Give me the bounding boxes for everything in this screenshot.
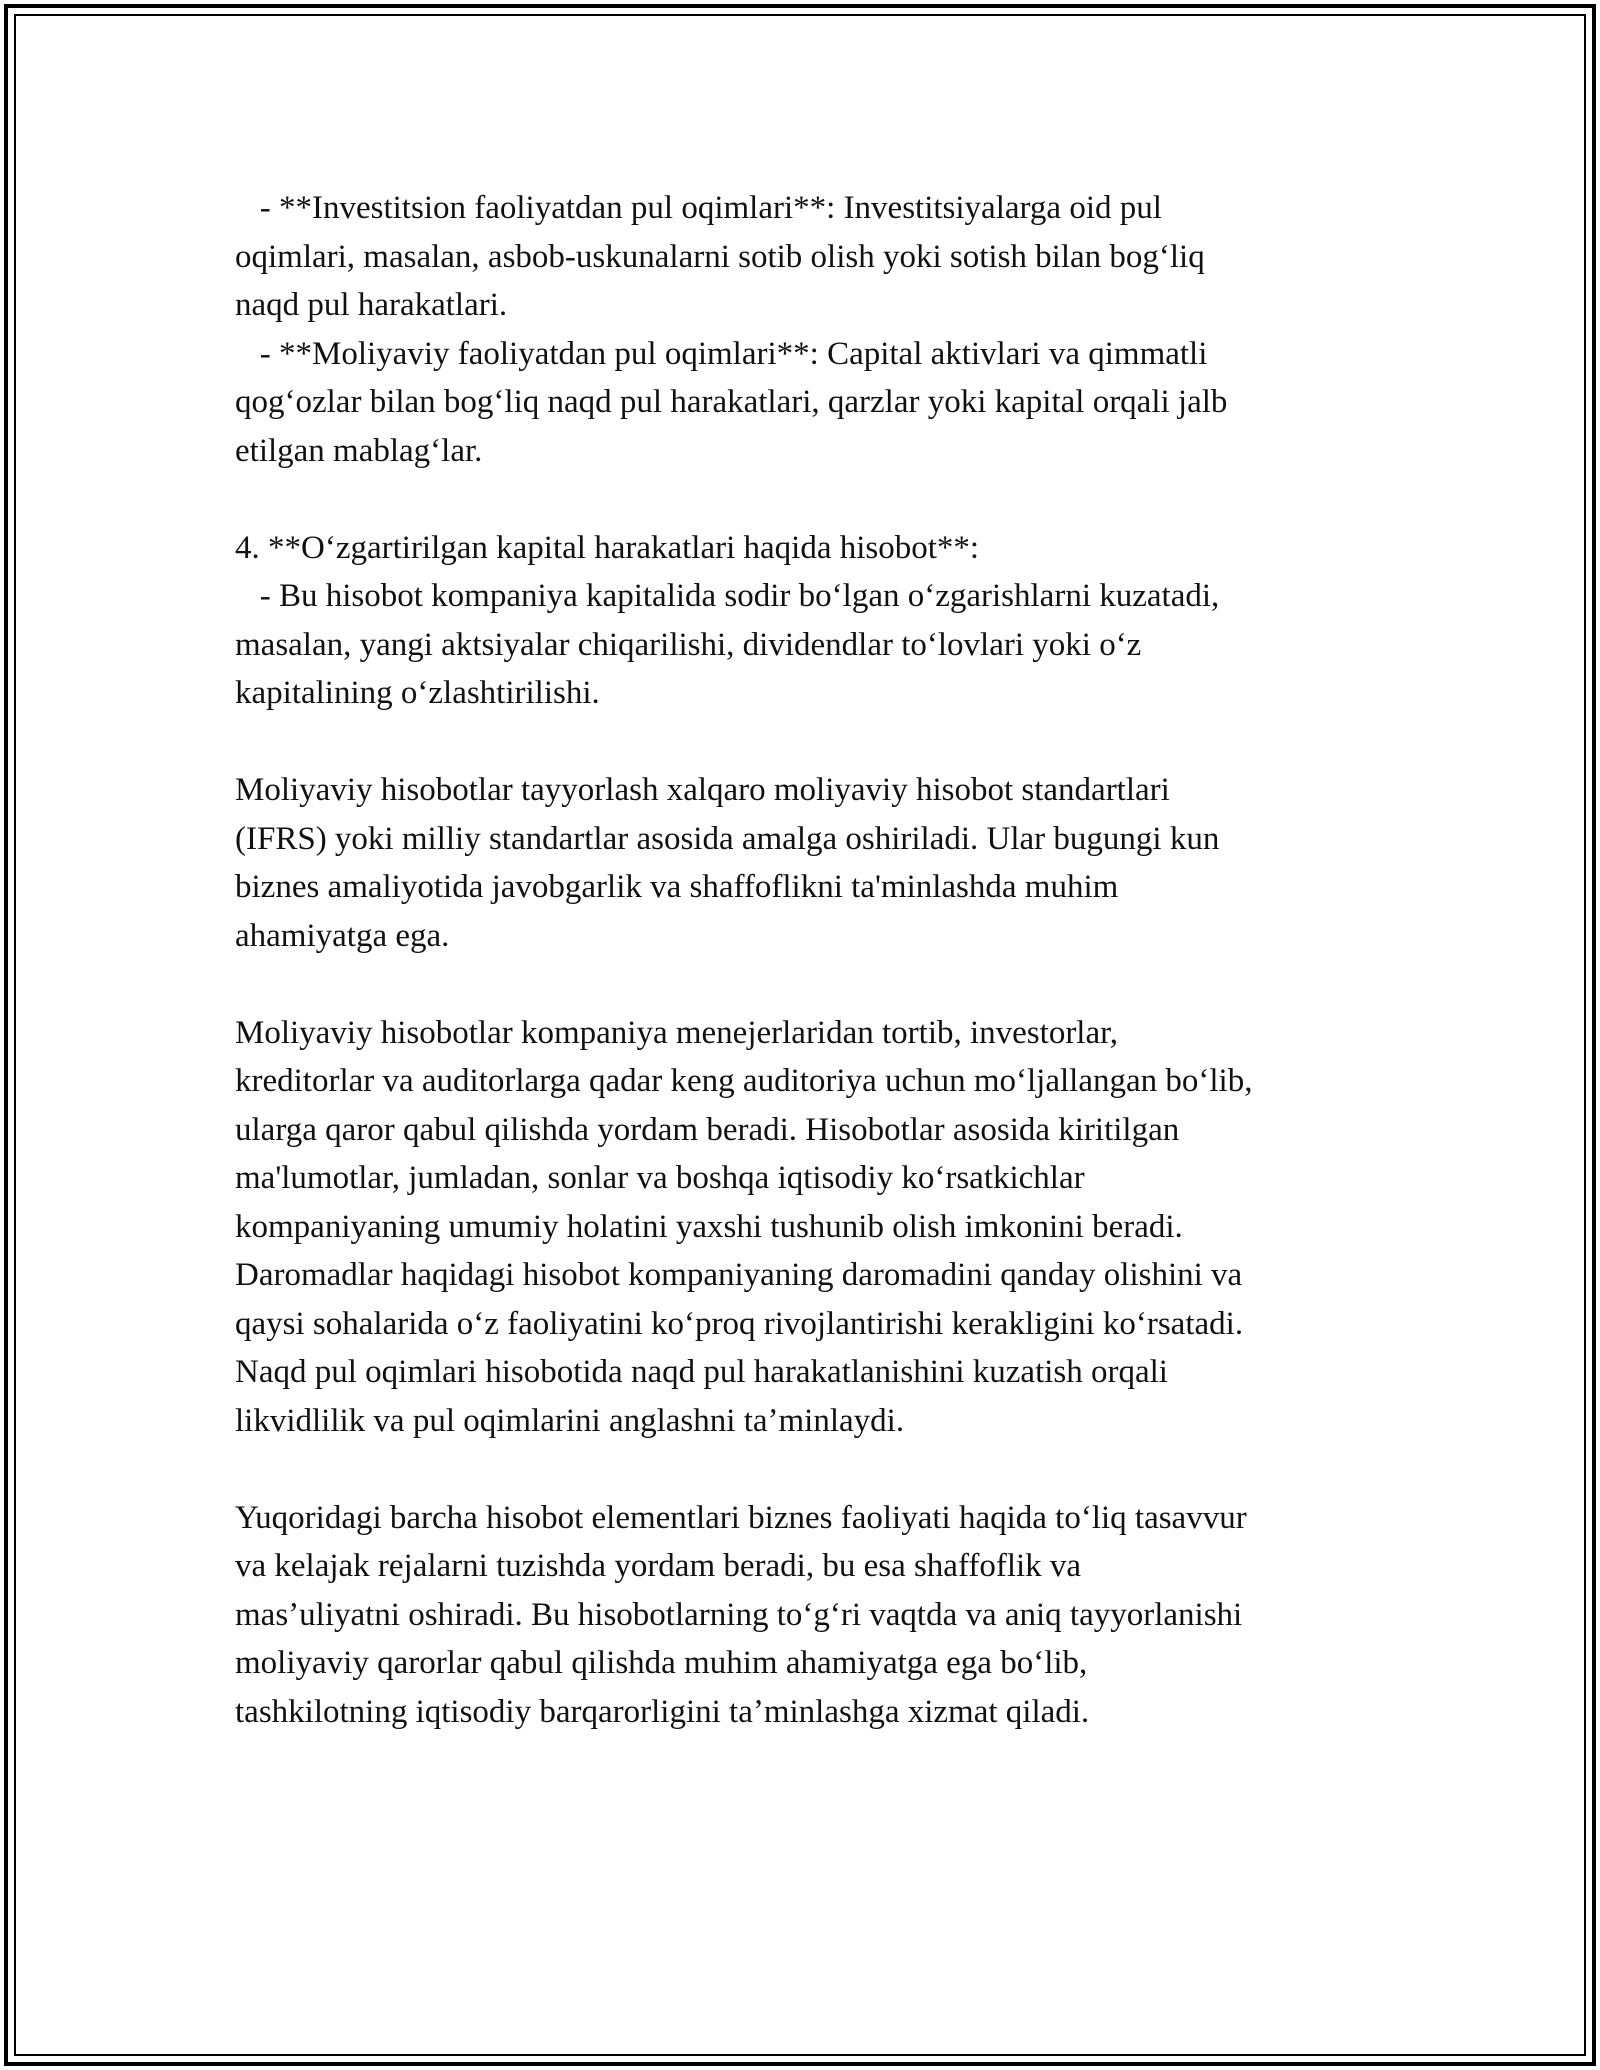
text-line: va kelajak rejalarni tuzishda yordam beradi, bu esa shaffoflik va	[235, 1548, 1082, 1584]
text-line: kapitalining oʻzlashtirilishi.	[235, 675, 600, 711]
paragraph-spacer	[235, 475, 1415, 524]
text-line: oqimlari, masalan, asbob-uskunalarni sotib olish yoki sotish bilan bogʻliq	[235, 238, 1205, 275]
text-line: likvidlilik va pul oqimlarini anglashni taʼminlaydi.	[235, 1402, 905, 1439]
paragraph-spacer	[235, 960, 1415, 1009]
text-line: kompaniyaning umumiy holatini yaxshi tushunib olish imkonini beradi.	[235, 1208, 1183, 1245]
text-line: - **Moliyaviy faoliyatdan pul oqimlari**: Capital aktivlari va qimmatli	[235, 335, 1208, 372]
text-line: naqd pul harakatlari.	[235, 287, 508, 323]
text-line: Yuqoridagi barcha hisobot elementlari biznes faoliyati haqida toʻliq tasavvur	[235, 1499, 1247, 1536]
text-line: ahamiyatga ega.	[235, 917, 450, 954]
text-line: Moliyaviy hisobotlar kompaniya menejerlaridan tortib, investorlar,	[235, 1014, 1119, 1051]
text-line: - Bu hisobot kompaniya kapitalida sodir boʻlgan oʻzgarishlarni kuzatadi,	[235, 578, 1220, 614]
paragraph-spacer	[235, 718, 1415, 767]
text-line: tashkilotning iqtisodiy barqarorligini taʼminlashga xizmat qiladi.	[235, 1693, 1090, 1730]
text-line: Moliyaviy hisobotlar tayyorlash xalqaro moliyaviy hisobot standartlari	[235, 772, 1170, 808]
text-line: Naqd pul oqimlari hisobotida naqd pul harakatlanishini kuzatish orqali	[235, 1354, 1168, 1390]
text-line: biznes amaliyotida javobgarlik va shaffoflikni ta'minlashda muhim	[235, 869, 1119, 905]
text-line: qogʻozlar bilan bogʻliq naqd pul harakatlari, qarzlar yoki kapital orqali jalb	[235, 384, 1228, 420]
document-body	[235, 184, 1415, 1736]
text-line: - **Investitsion faoliyatdan pul oqimlari**: Investitsiyalarga oid pul	[235, 190, 1162, 226]
text-line: moliyaviy qarorlar qabul qilishda muhim ahamiyatga ega boʻlib,	[235, 1645, 1088, 1681]
text-line: qaysi sohalarida oʻz faoliyatini koʻproq rivojlantirishi kerakligini koʻrsatadi.	[235, 1305, 1244, 1342]
text-line: masʼuliyatni oshiradi. Bu hisobotlarning toʻgʻri vaqtda va aniq tayyorlanishi	[235, 1596, 1243, 1633]
text-line: (IFRS) yoki milliy standartlar asosida amalga oshiriladi. Ular bugungi kun	[235, 820, 1220, 857]
text-line: Daromadlar haqidagi hisobot kompaniyaning daromadini qanday olishini va	[235, 1257, 1243, 1293]
text-line: etilgan mablagʻlar.	[235, 432, 483, 469]
text-line: ma'lumotlar, jumladan, sonlar va boshqa iqtisodiy koʻrsatkichlar	[235, 1160, 1085, 1196]
text-line: ularga qaror qabul qilishda yordam beradi. Hisobotlar asosida kiritilgan	[235, 1111, 1180, 1148]
text-line: kreditorlar va auditorlarga qadar keng auditoriya uchun moʻljallangan boʻlib,	[235, 1063, 1253, 1099]
text-line: masalan, yangi aktsiyalar chiqarilishi, dividendlar toʻlovlari yoki oʻz	[235, 626, 1142, 663]
section-heading: 4. **Oʻzgartirilgan kapital harakatlari haqida hisobot**:	[235, 529, 980, 566]
paragraph-spacer	[235, 1445, 1415, 1494]
